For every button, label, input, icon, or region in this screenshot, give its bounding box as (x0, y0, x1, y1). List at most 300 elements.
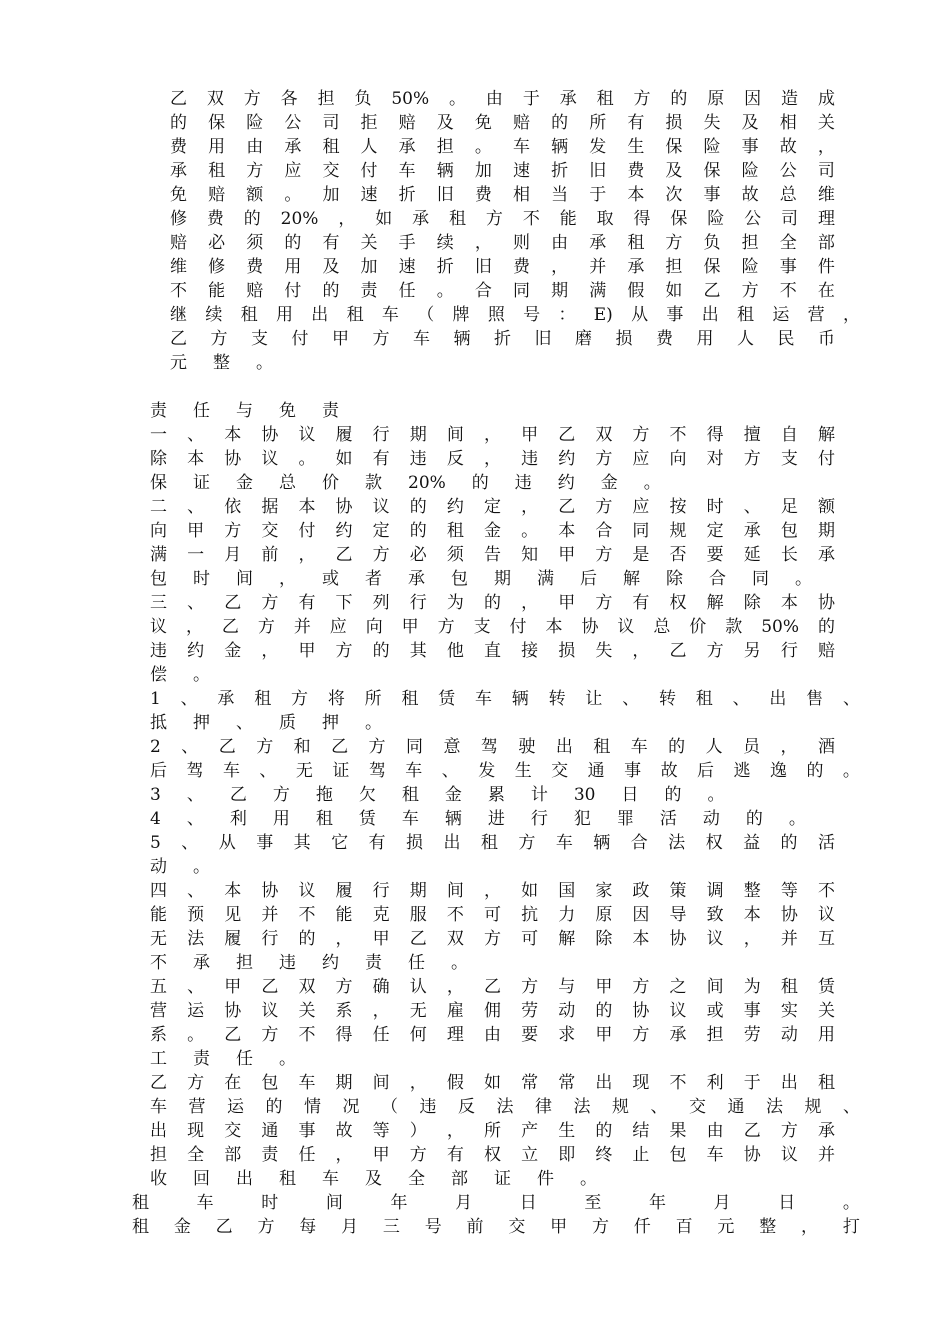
glyph: 承 (170, 161, 187, 181)
glyph: 总 (653, 617, 671, 637)
glyph: 公 (284, 113, 302, 133)
glyph: 相 (512, 185, 530, 205)
glyph: 果 (669, 1121, 687, 1141)
glyph: 由 (551, 233, 569, 253)
glyph: 旧 (436, 185, 454, 205)
glyph: 调 (706, 881, 724, 901)
glyph: ， (521, 497, 539, 517)
glyph: 租 (240, 305, 258, 325)
glyph: 合 (474, 281, 492, 301)
glyph: 造 (781, 89, 799, 109)
glyph: ， (185, 617, 203, 637)
glyph: 辆 (551, 137, 569, 157)
glyph: 、 (236, 713, 253, 733)
glyph: 规 (612, 1097, 629, 1117)
glyph: 险 (703, 137, 721, 157)
glyph: 。 (521, 521, 539, 541)
text-line (150, 1119, 835, 1143)
glyph: 履 (335, 425, 353, 445)
text-line (150, 1167, 835, 1191)
glyph: 折 (551, 161, 569, 181)
glyph: 间 (325, 1193, 343, 1213)
glyph: 的 (298, 929, 316, 949)
glyph: 时 (193, 569, 210, 589)
glyph: 用 (696, 329, 714, 349)
glyph: 的 (409, 497, 427, 517)
glyph: 赔 (208, 185, 226, 205)
glyph: ， (801, 1217, 818, 1237)
glyph: 支 (473, 617, 491, 637)
glyph: 行 (409, 593, 427, 613)
glyph: 除 (150, 449, 167, 469)
glyph: 不 (170, 281, 187, 301)
glyph: 续 (436, 233, 454, 253)
glyph: 3 (150, 785, 161, 805)
glyph: 方 (372, 545, 390, 565)
glyph: 照 (487, 305, 505, 325)
glyph: 有 (322, 233, 340, 253)
glyph: 前 (261, 545, 279, 565)
text-line (150, 831, 835, 855)
text-line (150, 687, 860, 711)
glyph: 乙 (558, 497, 576, 517)
glyph: 租 (737, 305, 755, 325)
glyph: 失 (595, 641, 613, 661)
glyph: 赔 (398, 113, 416, 133)
glyph: 累 (487, 785, 505, 805)
glyph: 不 (817, 881, 835, 901)
glyph: 接 (521, 641, 539, 661)
glyph: 交 (689, 1097, 706, 1117)
text-line (150, 447, 835, 471)
glyph: 认 (409, 977, 427, 997)
glyph: 部 (817, 233, 835, 253)
glyph: 本 (780, 593, 798, 613)
glyph: ， (632, 641, 650, 661)
glyph: 动 (702, 809, 720, 829)
text-line (150, 927, 835, 951)
glyph: 解 (623, 569, 640, 589)
glyph: 车 (630, 737, 648, 757)
glyph: 的 (664, 785, 682, 805)
glyph: ， (338, 209, 356, 229)
glyph: 相 (779, 113, 797, 133)
glyph: 的 (668, 737, 686, 757)
glyph: 承 (743, 521, 761, 541)
glyph: 实 (780, 1001, 798, 1021)
glyph: 时 (706, 497, 724, 517)
glyph: 方 (591, 1217, 609, 1237)
glyph: 在 (817, 281, 835, 301)
glyph: 或 (706, 1001, 724, 1021)
glyph: 续 (205, 305, 223, 325)
glyph: 间 (446, 425, 464, 445)
glyph: 转 (548, 689, 566, 709)
glyph: 长 (780, 545, 798, 565)
glyph: 法 (187, 929, 205, 949)
glyph: 违 (150, 641, 167, 661)
glyph: 部 (224, 1145, 242, 1165)
glyph: 所 (483, 1121, 501, 1141)
glyph: 维 (170, 257, 187, 277)
glyph: 应 (284, 161, 302, 181)
glyph: 法 (668, 833, 686, 853)
glyph: 故 (779, 137, 797, 157)
glyph: 付 (360, 161, 378, 181)
glyph: ， (483, 881, 501, 901)
glyph: 任 (298, 1145, 316, 1165)
glyph: 保 (670, 209, 688, 229)
glyph: 由 (485, 89, 503, 109)
glyph: 、 (441, 761, 459, 781)
glyph: 。 (365, 713, 382, 733)
glyph: 须 (446, 545, 464, 565)
glyph: 产 (521, 1121, 539, 1141)
glyph: 款 (365, 473, 382, 493)
glyph: 有 (298, 593, 316, 613)
glyph: 解 (817, 425, 835, 445)
glyph: 四 (150, 881, 167, 901)
glyph: 得 (335, 1025, 353, 1045)
glyph: 辆 (511, 689, 529, 709)
glyph: 方 (243, 89, 261, 109)
glyph: 方 (368, 737, 386, 757)
glyph: 、 (622, 689, 640, 709)
glyph: 交 (551, 761, 569, 781)
glyph: 则 (512, 233, 530, 253)
glyph: 故 (335, 1121, 353, 1141)
glyph: 付 (817, 449, 835, 469)
glyph: 人 (360, 137, 378, 157)
glyph: 行 (530, 809, 548, 829)
glyph: 、 (732, 689, 750, 709)
glyph: 加 (474, 161, 492, 181)
glyph: 加 (322, 185, 340, 205)
glyph: 承 (817, 545, 835, 565)
glyph: 的 (284, 233, 302, 253)
glyph: 求 (558, 1025, 576, 1045)
glyph: 议 (261, 449, 279, 469)
glyph: 劳 (521, 1001, 539, 1021)
glyph: 责 (261, 1145, 279, 1165)
glyph: 定 (483, 497, 501, 517)
glyph: 酒 (817, 737, 835, 757)
glyph: 元 (717, 1217, 735, 1237)
glyph: 驾 (480, 737, 498, 757)
glyph: 可 (521, 929, 539, 949)
glyph: 及 (741, 113, 759, 133)
glyph: 如 (483, 1073, 501, 1093)
glyph: 。 (643, 473, 661, 493)
glyph: 甲 (595, 977, 613, 997)
glyph: 险 (707, 209, 725, 229)
glyph: 雇 (446, 1001, 464, 1021)
glyph: 结 (632, 1121, 650, 1141)
glyph: 假 (627, 281, 645, 301)
glyph: ： (558, 305, 576, 325)
glyph: 原 (707, 89, 725, 109)
glyph: 于 (522, 89, 540, 109)
glyph: 、 (181, 833, 199, 853)
glyph: 列 (372, 593, 390, 613)
glyph: ， (335, 929, 353, 949)
glyph: 方 (261, 593, 279, 613)
glyph: 规 (669, 521, 687, 541)
glyph: 生 (514, 761, 532, 781)
glyph: 速 (512, 161, 530, 181)
glyph: 。 (474, 137, 492, 157)
glyph: 抵 (150, 713, 167, 733)
glyph: 期 (335, 1073, 353, 1093)
glyph: 方 (483, 929, 501, 949)
glyph: 50% (761, 617, 799, 637)
text-line (150, 663, 835, 687)
glyph: 通 (727, 1097, 745, 1117)
glyph: 乙 (221, 617, 239, 637)
glyph: 甲 (550, 1217, 568, 1237)
glyph: 证 (332, 761, 350, 781)
text-line (150, 735, 835, 759)
glyph: 合 (630, 833, 648, 853)
glyph: 甲 (401, 617, 419, 637)
glyph: 知 (521, 545, 539, 565)
glyph: 保 (150, 473, 167, 493)
glyph: ， (521, 593, 539, 613)
glyph: 租 (780, 977, 798, 997)
glyph: 政 (632, 881, 650, 901)
glyph: 年 (390, 1193, 408, 1213)
glyph: 付 (298, 521, 316, 541)
glyph: 旧 (534, 329, 552, 349)
glyph: 不 (522, 209, 540, 229)
glyph: 出 (555, 737, 573, 757)
glyph: 月 (224, 545, 242, 565)
glyph: 本 (187, 449, 205, 469)
glyph: ， (409, 1073, 427, 1093)
glyph: 告 (483, 545, 501, 565)
glyph: 方 (521, 977, 539, 997)
glyph: 司 (781, 209, 799, 229)
glyph: 他 (446, 641, 464, 661)
glyph: 事 (741, 137, 759, 157)
glyph: 甲 (558, 593, 576, 613)
text-line (170, 159, 835, 183)
glyph: 牌 (452, 305, 470, 325)
glyph: 任 (398, 281, 416, 301)
glyph: 甲 (298, 641, 316, 661)
glyph: 费 (206, 209, 224, 229)
glyph: 运 (187, 1001, 205, 1021)
glyph: 如 (665, 281, 683, 301)
glyph: 30 (573, 785, 596, 805)
glyph: 每 (299, 1217, 317, 1237)
glyph: 、 (187, 497, 205, 517)
glyph: 乙 (409, 929, 427, 949)
glyph: 方 (437, 617, 455, 637)
glyph: 现 (187, 1121, 205, 1141)
glyph: 交 (261, 521, 279, 541)
glyph: 、 (181, 737, 199, 757)
glyph: 人 (705, 737, 723, 757)
glyph: 民 (777, 329, 795, 349)
glyph: 担 (706, 1025, 724, 1045)
glyph: 足 (780, 497, 798, 517)
glyph: 车 (150, 1097, 167, 1117)
glyph: 承 (412, 209, 430, 229)
glyph: 能 (335, 905, 353, 925)
glyph: 从 (218, 833, 236, 853)
glyph: 出 (311, 305, 329, 325)
glyph: 乙 (261, 977, 279, 997)
glyph: 日 (778, 1193, 796, 1213)
glyph: 方 (409, 1145, 427, 1165)
glyph: 车 (555, 833, 573, 853)
glyph: 整 (759, 1217, 777, 1237)
glyph: 方 (256, 737, 274, 757)
glyph: 原 (595, 905, 613, 925)
glyph: 三 (382, 1217, 400, 1237)
glyph: 损 (615, 329, 633, 349)
text-line (150, 495, 835, 519)
glyph: 事 (624, 761, 642, 781)
glyph: 乙 (218, 737, 236, 757)
glyph: 无 (409, 1001, 427, 1021)
text-line (150, 1143, 835, 1167)
glyph: 任 (372, 1025, 390, 1045)
glyph: 、 (187, 881, 205, 901)
glyph: 金 (173, 1217, 191, 1237)
glyph: 金 (483, 521, 501, 541)
glyph: 租 (449, 209, 467, 229)
glyph: 承 (627, 257, 645, 277)
glyph: 车 (706, 1145, 724, 1165)
glyph: 事 (703, 185, 721, 205)
glyph: 得 (633, 209, 651, 229)
glyph: 营 (188, 1097, 206, 1117)
glyph: 并 (293, 617, 311, 637)
glyph: 用 (272, 809, 290, 829)
glyph: 甲 (595, 1025, 613, 1045)
glyph: 车 (413, 329, 430, 349)
glyph: 约 (187, 641, 205, 661)
glyph: 本 (627, 185, 645, 205)
glyph: 。 (187, 1025, 205, 1045)
text-line (150, 711, 835, 735)
glyph: 次 (665, 185, 683, 205)
text-line (170, 255, 835, 279)
glyph: 期 (817, 521, 835, 541)
glyph: 及 (322, 257, 340, 277)
glyph: 取 (596, 209, 614, 229)
glyph: 向 (150, 521, 167, 541)
glyph: 全 (779, 233, 797, 253)
glyph: 乙 (224, 593, 242, 613)
glyph: 解 (706, 593, 724, 613)
glyph: 的 (409, 521, 427, 541)
glyph: 它 (331, 833, 349, 853)
glyph: 其 (409, 641, 427, 661)
glyph: 转 (658, 689, 676, 709)
glyph: 、 (843, 1097, 860, 1117)
glyph: 租 (446, 521, 464, 541)
glyph: ， (372, 1001, 390, 1021)
text-line (150, 807, 835, 831)
glyph: 依 (224, 497, 242, 517)
glyph: 必 (208, 233, 226, 253)
glyph: 2 (150, 737, 161, 757)
glyph: 修 (208, 257, 226, 277)
glyph: 包 (669, 1145, 687, 1165)
glyph: 期 (551, 281, 569, 301)
glyph: 旧 (474, 257, 492, 277)
glyph: 何 (409, 1025, 427, 1045)
glyph: 费 (474, 185, 492, 205)
glyph: 方 (335, 977, 353, 997)
glyph: 在 (224, 1073, 242, 1093)
glyph: 司 (322, 113, 340, 133)
glyph: 保 (665, 137, 683, 157)
glyph: 整 (743, 881, 761, 901)
glyph: 租 (401, 689, 419, 709)
text-line (150, 759, 860, 783)
glyph: 要 (706, 545, 724, 565)
glyph: 后 (580, 569, 597, 589)
glyph: 关 (298, 1001, 316, 1021)
glyph: 能 (150, 905, 167, 925)
glyph: 租 (695, 689, 713, 709)
glyph: 、 (180, 689, 198, 709)
glyph: 运 (772, 305, 790, 325)
glyph: 包 (451, 569, 468, 589)
glyph: 下 (335, 593, 353, 613)
glyph: 折 (398, 185, 416, 205)
glyph: 方 (743, 449, 761, 469)
glyph: 反 (458, 1097, 475, 1117)
glyph: 双 (595, 425, 613, 445)
glyph: 见 (224, 905, 242, 925)
glyph: 之 (669, 977, 687, 997)
glyph: 责 (193, 1049, 210, 1069)
glyph: 应 (632, 449, 650, 469)
glyph: 系 (335, 1001, 353, 1021)
glyph: 租 (817, 1073, 835, 1093)
glyph: 方 (257, 1217, 275, 1237)
glyph: 责 (360, 281, 378, 301)
glyph: 保 (703, 257, 721, 277)
glyph: 驶 (518, 737, 536, 757)
glyph: 工 (150, 1049, 167, 1069)
glyph: 出 (769, 689, 787, 709)
glyph: 活 (659, 809, 677, 829)
glyph: 二 (150, 497, 167, 517)
glyph: 赔 (817, 641, 835, 661)
glyph: 付 (291, 329, 309, 349)
glyph: 担 (236, 953, 253, 973)
glyph: 本 (545, 617, 563, 637)
text-line (150, 615, 835, 639)
glyph: 间 (236, 569, 253, 589)
glyph: 速 (398, 257, 416, 277)
glyph: 能 (559, 209, 577, 229)
glyph: 甲 (332, 329, 349, 349)
glyph: 租 (322, 137, 340, 157)
glyph: 。 (451, 953, 468, 973)
glyph: 折 (494, 329, 511, 349)
glyph: 及 (665, 161, 683, 181)
glyph: 生 (558, 1121, 576, 1141)
glyph: 等 (780, 881, 798, 901)
glyph: 方 (632, 1025, 650, 1045)
